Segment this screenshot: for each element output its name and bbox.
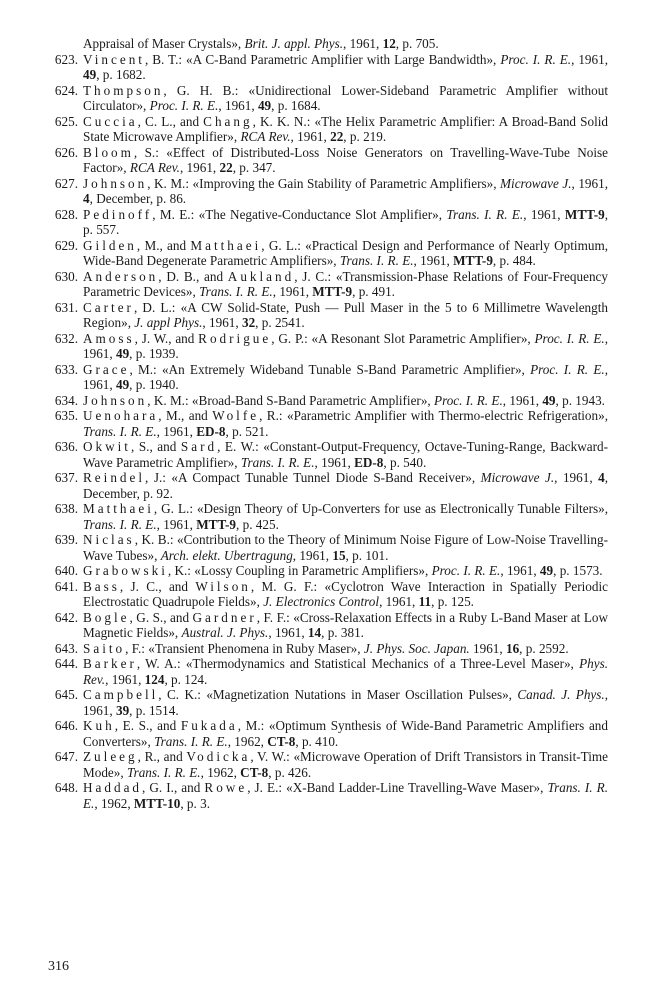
reference-text: , R., and (137, 749, 187, 764)
reference-text: , E. S., and (114, 718, 181, 733)
reference-number: 643. (54, 640, 78, 656)
journal-name: J. Electronics Control (263, 594, 380, 609)
author-name: Thompson (83, 82, 164, 98)
reference-text: , F. F.: «Cross-Relaxation Effects in a Ruby L-Band Maser at Low Magnetic Fields», (83, 609, 608, 640)
reference-text: , p. 491. (352, 284, 395, 299)
author-name: Vincent (83, 51, 145, 67)
volume-number: CT-8 (240, 764, 269, 780)
reference-list (38, 36, 608, 811)
journal-name: Austral. J. Phys. (181, 625, 269, 640)
volume-number: MTT-9 (196, 516, 237, 532)
reference-text: , D. B., and (158, 268, 228, 284)
volume-number: 4 (598, 470, 605, 485)
reference-text: , 1961, (523, 206, 565, 222)
reference-text: , p. 3. (180, 795, 210, 811)
reference-text: , W. A.: «Thermodynamics and Statistical Mechanics of a Three-Level Maser», (136, 656, 580, 671)
reference-entry (38, 331, 608, 362)
reference-text: , M. E.: «The Negative-Conductance Slot Amplifier», (152, 206, 447, 222)
reference-number: 633. (54, 361, 78, 377)
continued-reference: Appraisal of Maser Crystals», Brit. J. appl. Phys., 1961, 12, p. 705. (83, 36, 439, 51)
reference-text: , p. 1940. (129, 377, 179, 392)
reference-number: 644. (54, 656, 78, 671)
reference-text: , 1961, (554, 470, 599, 485)
journal-name: Trans. I. R. E. (446, 206, 524, 222)
reference-entry (38, 114, 608, 145)
volume-number: 124 (144, 671, 165, 687)
author-name: Campbell (83, 687, 159, 702)
reference-text: , 1961, (500, 563, 540, 578)
journal-name: Microwave J. (480, 470, 555, 485)
reference-text: , 1961, (272, 284, 313, 299)
volume-number: 22 (330, 129, 344, 144)
volume-number: 11 (418, 594, 432, 609)
journal-name: Proc. I. R. E. (434, 392, 503, 408)
journal-name: Trans. I. R. E. (240, 454, 315, 470)
reference-text: , 1961, (202, 315, 242, 330)
reference-text: , p. 124. (164, 671, 208, 687)
reference-text: , 1961, (571, 175, 608, 191)
reference-text: , G. L.: «Practical Design and Performance of Nearly Optimum, Wide-Band Degenerate Parametric Amplifiers», (83, 237, 608, 268)
reference-text: , E. W.: «Constant-Output-Frequency, Octave-Tuning-Range, Backward-Wave Parametric Amplifier», (83, 439, 608, 470)
reference-entry (38, 207, 608, 238)
reference-text: , December, p. 86. (89, 191, 187, 206)
reference-text: , p. 2592. (519, 640, 569, 656)
volume-number: 49 (115, 377, 130, 392)
author-name: Amoss (83, 330, 135, 346)
author-name: Niclas (83, 532, 135, 547)
reference-text: , M. G. F.: «Cyclotron Wave Interaction in Spatially Periodic Electrostatic Quadrupole Fields», (83, 578, 609, 609)
reference-entry (38, 238, 608, 269)
reference-text: , K. M.: «Improving the Gain Stability of Parametric Amplifiers», (147, 175, 501, 191)
reference-entry (38, 393, 608, 409)
reference-text: , F.: «Transient Phenomena in Ruby Maser», (125, 640, 364, 656)
author-name: Bass (83, 578, 120, 594)
volume-number: 49 (542, 392, 556, 408)
author-name: Uenohara (83, 408, 159, 423)
author-name: Chang (203, 113, 253, 129)
journal-name: Proc. I. R. E. (500, 51, 572, 67)
reference-entry (38, 718, 608, 749)
reference-entry (38, 532, 608, 563)
volume-number: 49 (83, 67, 97, 82)
reference-text: , 1961, (292, 547, 333, 563)
reference-number: 628. (54, 206, 78, 222)
author-name: Matthaei (83, 501, 154, 516)
reference-entry (38, 656, 608, 687)
reference-number: 634. (54, 392, 78, 408)
reference-entry (38, 300, 608, 331)
reference-text: , 1961, (314, 454, 355, 470)
reference-text: , 1961, (83, 330, 608, 361)
reference-number: 647. (54, 749, 78, 764)
author-name: Grabowski (83, 563, 168, 578)
reference-text: , G. I., and (142, 780, 205, 795)
reference-entry (38, 749, 608, 780)
reference-number: 641. (54, 578, 78, 594)
volume-number: MTT-9 (564, 206, 605, 222)
journal-name: Trans. I. R. E. (199, 284, 273, 299)
reference-text: , J. C., and (119, 578, 196, 594)
reference-number: 625. (54, 113, 78, 129)
author-name: Wilson (195, 578, 251, 594)
reference-entry (38, 83, 608, 114)
reference-text: , 1961, (179, 160, 220, 175)
reference-text: , 1961, (218, 98, 258, 113)
author-name: Anderson (83, 268, 159, 284)
reference-text: , B. T.: «A C-Band Parametric Amplifier with Large Bandwidth», (144, 51, 501, 67)
reference-text: , p. 426. (268, 764, 312, 780)
author-name: Rodrigue (198, 330, 272, 346)
reference-text: , 1961, (83, 687, 608, 718)
author-name: Reindel (83, 470, 146, 485)
reference-text: , December, p. 92. (83, 470, 609, 501)
reference-text: , J.: «A Compact Tunable Tunnel Diode S-Band Receiver», (145, 470, 481, 485)
reference-number: 624. (54, 82, 78, 98)
reference-text: , 1961, (105, 671, 145, 687)
author-name: Haddad (83, 780, 143, 795)
reference-text: , p. 557. (83, 206, 609, 237)
reference-entry (38, 362, 608, 393)
author-name: Saito (83, 640, 126, 656)
reference-entry (38, 610, 608, 641)
reference-entry (38, 176, 608, 207)
volume-number: 49 (539, 563, 554, 578)
author-name: Kuh (83, 718, 115, 733)
reference-entry (38, 579, 608, 610)
author-name: Bloom (83, 144, 134, 160)
reference-text: , p. 1684. (271, 98, 321, 113)
journal-name: J. Phys. Soc. Japan. (363, 640, 470, 656)
reference-text: , R.: «Parametric Amplifier with Thermo-electric Refrigeration», (259, 408, 608, 423)
journal-name: Arch. elekt. Ubertragung (160, 547, 293, 563)
reference-number: 631. (54, 299, 78, 315)
reference-text: , p. 410. (295, 733, 339, 749)
journal-name: Phys. Rev. (83, 656, 608, 687)
author-name: Bogle (83, 609, 130, 625)
reference-text: , 1961, (379, 594, 419, 609)
reference-number: 630. (54, 268, 78, 284)
volume-number: MTT-9 (312, 284, 353, 299)
reference-text: , 1961, (156, 516, 197, 532)
journal-name: Microwave J. (500, 175, 572, 191)
reference-number: 648. (54, 780, 78, 795)
reference-text: , 1961, (571, 51, 608, 67)
volume-number: 32 (241, 315, 256, 330)
author-name: Gardner (192, 609, 257, 625)
journal-name: Trans. I. R. E. (83, 516, 157, 532)
reference-text: , 1962, (94, 795, 134, 811)
journal-name: Trans. I. R. E. (126, 764, 201, 780)
volume-number: 39 (115, 702, 130, 718)
journal-name: Trans. I. R. E. (339, 253, 414, 268)
journal-name: Proc. I. R. E. (149, 98, 219, 113)
reference-number: 642. (54, 609, 78, 625)
reference-text: , M., and (136, 237, 191, 253)
reference-text: , p. 484. (492, 253, 536, 268)
journal-name: Trans. I. R. E. (83, 780, 608, 811)
reference-text: , K.: «Lossy Coupling in Parametric Amplifiers», (167, 563, 432, 578)
reference-text: , G. P.: «A Resonant Slot Parametric Amplifier», (271, 330, 535, 346)
volume-number: ED-8 (354, 454, 384, 470)
reference-text: , S.: «Effect of Distributed-Loss Noise Generators on Travelling-Wave-Tube Noise Factor», (83, 144, 608, 175)
reference-text: , D. L.: «A CW Solid-State, Push — Pull Maser in the 5 to 6 Millimetre Wavelength Region», (83, 299, 608, 330)
reference-text: , S., and (130, 439, 181, 454)
reference-number: 638. (54, 501, 78, 516)
author-name: Johnson (83, 392, 148, 408)
reference-text: , 1961, (83, 361, 608, 392)
author-name: Johnson (83, 175, 148, 191)
reference-number: 629. (54, 237, 78, 253)
author-name: Carter (83, 299, 134, 315)
journal-name: J. appl Phys. (134, 315, 203, 330)
reference-entry (38, 269, 608, 300)
reference-entry (38, 563, 608, 579)
volume-number: MTT-10 (133, 795, 181, 811)
reference-text: , p. 521. (225, 423, 269, 439)
reference-number: 627. (54, 175, 78, 191)
volume-number: 22 (219, 160, 233, 175)
reference-number: 640. (54, 563, 78, 578)
reference-text: , p. 2541. (255, 315, 305, 330)
journal-name: Proc. I. R. E. (530, 361, 605, 377)
reference-entry (38, 780, 608, 811)
reference-text: , p. 1682. (96, 67, 146, 82)
reference-entry (38, 52, 608, 83)
volume-number: 49 (115, 346, 130, 361)
reference-text: , G. S., and (129, 609, 193, 625)
journal-name: RCA Rev. (129, 160, 180, 175)
journal-name: Trans. I. R. E. (83, 423, 157, 439)
reference-entry (38, 470, 608, 501)
volume-number: 14 (307, 625, 322, 640)
journal-name: Trans. I. R. E. (154, 733, 228, 749)
volume-number: 4 (83, 191, 90, 206)
journal-name: Canad. J. Phys. (517, 687, 605, 702)
reference-text: , p. 125. (431, 594, 474, 609)
reference-text: , p. 1573. (553, 563, 603, 578)
reference-text: , J. E.: «X-Band Ladder-Line Travelling-Wave Maser», (247, 780, 548, 795)
author-name: Barker (83, 656, 137, 671)
reference-entry (38, 145, 608, 176)
reference-entry (38, 641, 608, 657)
author-name: Sard (180, 439, 218, 454)
reference-text: , V. W.: «Microwave Operation of Drift Transistors in Transit-Time Mode», (83, 749, 608, 780)
author-name: Fukada (180, 718, 238, 733)
reference-text: , p. 1939. (129, 346, 179, 361)
reference-text: , K. M.: «Broad-Band S-Band Parametric Amplifier», (147, 392, 435, 408)
reference-number: 635. (54, 408, 78, 423)
reference-text: , C. K.: «Magnetization Nutations in Maser Oscillation Pulses», (158, 687, 518, 702)
reference-text: , p. 101. (345, 547, 389, 563)
volume-number: 16 (505, 640, 520, 656)
reference-text: , K. B.: «Contribution to the Theory of Minimum Noise Figure of Low-Noise Travelling-Wave Tubes», (83, 532, 608, 563)
reference-number: 645. (54, 687, 78, 702)
author-name: Vodicka (186, 749, 251, 764)
reference-text: , 1962, (200, 764, 241, 780)
author-name: Zuleeg (83, 749, 138, 764)
reference-text: , p. 219. (343, 129, 387, 144)
author-name: Cuccia (83, 113, 138, 129)
reference-text: , J. C.: «Transmission-Phase Relations of Four-Frequency Parametric Devices», (83, 268, 608, 299)
reference-text: , G. H. B.: «Unidirectional Lower-Sideband Parametric Amplifier without Circulator», (83, 82, 608, 113)
author-name: Rowe (204, 780, 248, 795)
reference-text: , M.: «An Extremely Wideband Tunable S-Band Parametric Amplifier», (129, 361, 531, 377)
reference-text: , 1961, (502, 392, 543, 408)
reference-text: , 1961, (413, 253, 454, 268)
author-name: Grace (83, 361, 130, 377)
volume-number: CT-8 (267, 733, 296, 749)
volume-number: MTT-9 (453, 253, 493, 268)
reference-entry (38, 408, 608, 439)
reference-number: 636. (54, 439, 78, 454)
author-name: Okwit (83, 439, 131, 454)
journal-name: Proc. I. R. E. (431, 563, 501, 578)
reference-text: , p. 347. (232, 160, 276, 175)
reference-text: , 1962, (227, 733, 268, 749)
reference-text: , 1961, (268, 625, 308, 640)
reference-text: , J. W., and (134, 330, 199, 346)
reference-number: 637. (54, 470, 78, 485)
reference-text: , G. L.: «Design Theory of Up-Converters for use as Electronically Tunable Filters», (153, 501, 608, 516)
reference-number: 623. (54, 51, 78, 67)
reference-text: , p. 381. (321, 625, 364, 640)
reference-entry (38, 687, 608, 718)
author-name: Matthaei (190, 237, 262, 253)
reference-number: 632. (54, 330, 78, 346)
page-number: 316 (48, 959, 69, 974)
journal-name: RCA Rev. (240, 129, 291, 144)
reference-entry (38, 439, 608, 470)
author-name: Gilden (83, 237, 137, 253)
journal-name: Proc. I. R. E. (534, 330, 605, 346)
reference-number: 639. (54, 532, 78, 547)
volume-number: 15 (332, 547, 346, 563)
volume-number: 49 (257, 98, 272, 113)
reference-text: , K. K. N.: «The Helix Parametric Amplifier: A Broad-Band Solid State Microwave Amplifier», (83, 113, 608, 144)
reference-text: , p. 540. (383, 454, 427, 470)
author-name: Aukland (227, 268, 295, 284)
reference-text: , M., and (158, 408, 213, 423)
reference-text: , p. 1943. (555, 392, 605, 408)
reference-text: , C. L., and (137, 113, 204, 129)
reference-number: 646. (54, 718, 78, 733)
reference-text: , 1961, (156, 423, 197, 439)
reference-text: , p. 1514. (129, 702, 179, 718)
volume-number: ED-8 (196, 423, 226, 439)
reference-text: , 1961, (290, 129, 331, 144)
reference-entry (38, 501, 608, 532)
author-name: Wolfe (212, 408, 260, 423)
reference-number: 626. (54, 144, 78, 160)
reference-text: , M.: «Optimum Synthesis of Wide-Band Parametric Amplifiers and Converters», (83, 718, 608, 749)
reference-text: 1961, (469, 640, 506, 656)
author-name: Pedinoff (83, 206, 153, 222)
reference-text: , p. 425. (236, 516, 279, 532)
